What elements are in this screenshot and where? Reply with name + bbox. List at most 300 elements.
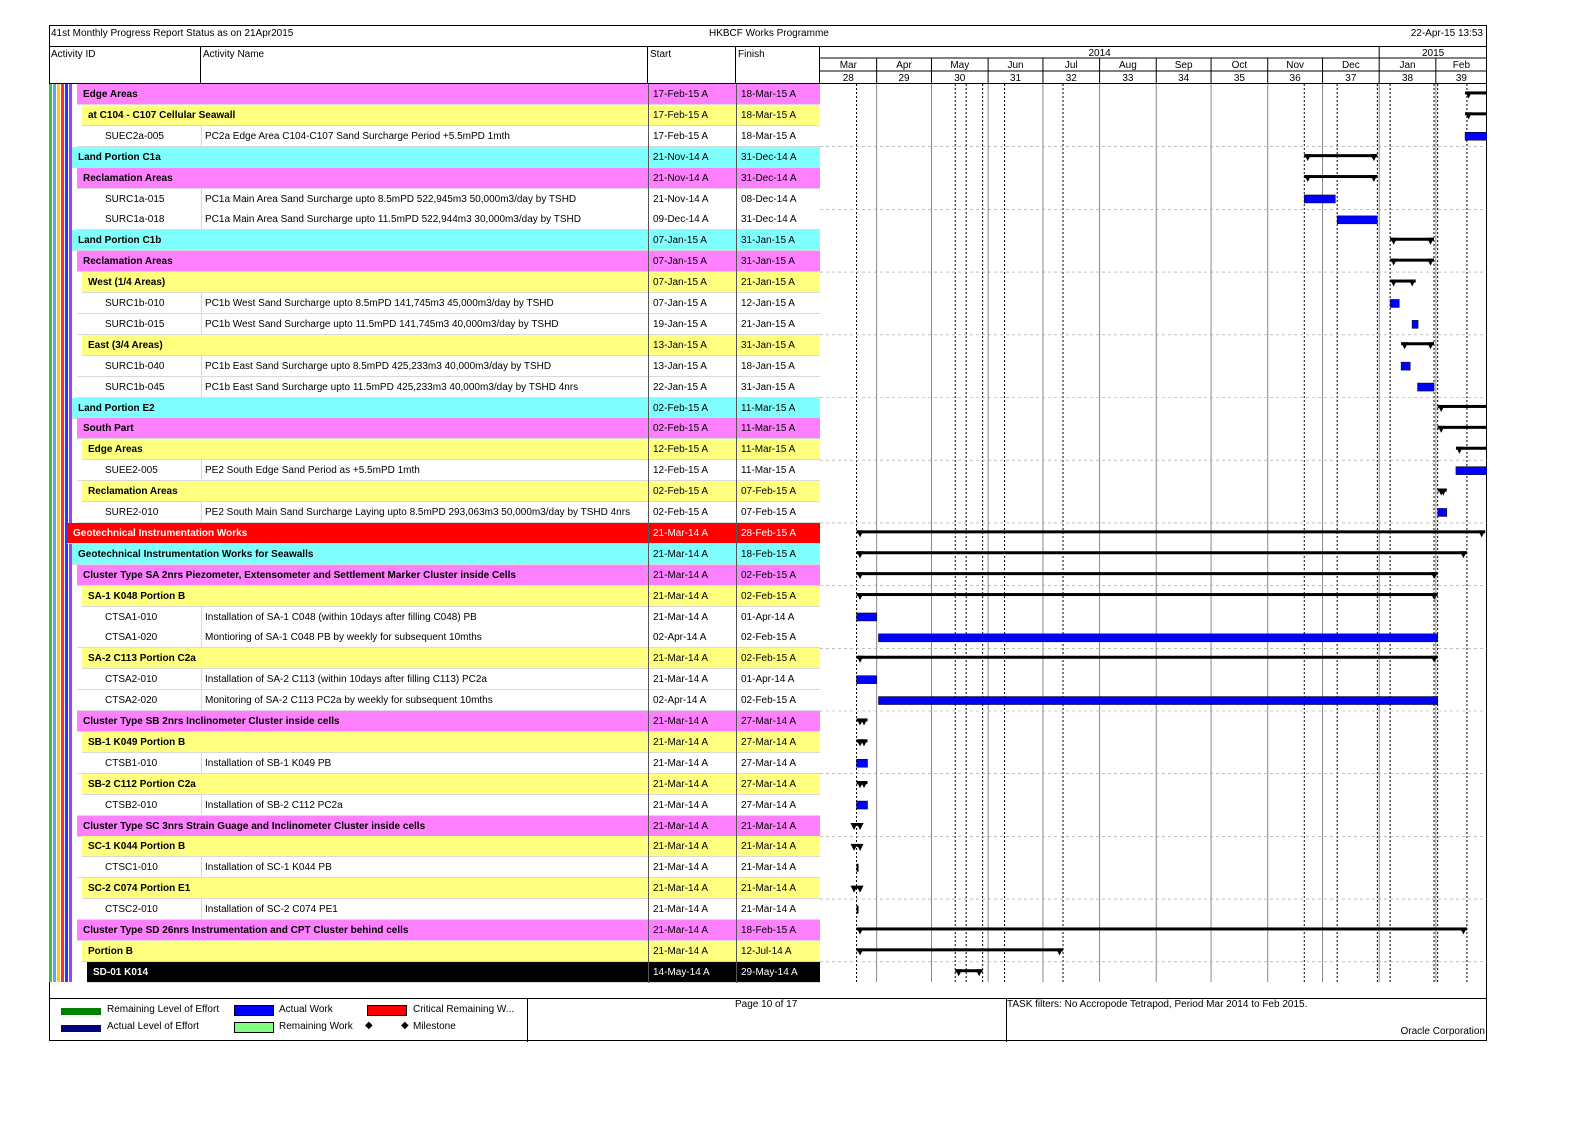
week-label: 34	[1178, 73, 1190, 84]
activity-id: SD-01 K014	[93, 966, 149, 978]
start-date: 21-Mar-14 A	[648, 816, 736, 837]
start-date: 21-Mar-14 A	[648, 836, 736, 857]
week-label: 33	[1122, 73, 1134, 84]
activity-id: SURC1b-010	[105, 298, 165, 309]
wbs-row[interactable]	[82, 941, 820, 962]
wbs-row[interactable]	[77, 816, 820, 837]
wbs-row[interactable]	[82, 836, 820, 857]
summary-end-cap	[1460, 927, 1467, 934]
activity-name: PC1a Main Area Sand Surcharge upto 8.5mPD 522,945m3 50,000m3/day by TSHD	[201, 189, 648, 210]
activity-id: South Part	[83, 423, 134, 435]
finish-date: 21-Mar-14 A	[736, 899, 820, 920]
finish-date: 27-Mar-14 A	[736, 753, 820, 774]
start-date: 02-Apr-14 A	[648, 627, 736, 648]
activity-id: East (3/4 Areas)	[88, 339, 163, 351]
year-label: 2015	[1421, 48, 1445, 59]
summary-start-cap	[1465, 112, 1472, 119]
finish-date: 21-Mar-14 A	[736, 816, 820, 837]
summary-bar[interactable]	[857, 656, 1438, 659]
activity-id: SA-1 K048 Portion B	[88, 590, 186, 602]
activity-name: PC1b West Sand Surcharge upto 8.5mPD 141,745m3 45,000m3/day by TSHD	[201, 293, 648, 314]
activity-id: CTSC1-010	[105, 862, 158, 874]
activity-row[interactable]	[77, 607, 820, 628]
wbs-row[interactable]	[67, 523, 820, 544]
start-date: 19-Jan-15 A	[648, 314, 736, 335]
summary-start-cap	[1304, 154, 1311, 161]
gantt-chart	[820, 84, 1487, 982]
summary-bar[interactable]	[857, 927, 1467, 930]
month-label: Nov	[1286, 60, 1305, 71]
actual-work-bar[interactable]	[1465, 132, 1487, 140]
start-date: 14-May-14 A	[648, 962, 736, 983]
activity-id: SUEE2-005	[105, 465, 158, 477]
report-timestamp: 22-Apr-15 13:53	[1410, 28, 1483, 39]
activity-name: Montioring of SA-1 C048 PB by weekly for subsequent 10mths	[201, 627, 648, 648]
month-label: Mar	[839, 60, 857, 71]
activity-id: Land Portion C1a	[78, 151, 161, 163]
finish-date: 27-Mar-14 A	[736, 711, 820, 732]
activity-name: PC1b West Sand Surcharge upto 11.5mPD 141,745m3 40,000m3/day by TSHD	[201, 314, 648, 335]
start-date: 22-Jan-15 A	[648, 377, 736, 398]
summary-bar[interactable]	[1304, 175, 1377, 178]
month-label: Oct	[1231, 60, 1248, 71]
summary-start-cap	[1456, 447, 1463, 454]
activity-id: Reclamation Areas	[88, 486, 178, 498]
summary-bar[interactable]	[1438, 426, 1487, 429]
week-label: 35	[1233, 73, 1245, 84]
finish-date: 21-Jan-15 A	[736, 314, 820, 335]
summary-bar[interactable]	[857, 572, 1438, 575]
legend-swatch-critical	[367, 1005, 407, 1016]
wbs-row[interactable]	[72, 398, 820, 419]
activity-id: CTSA2-020	[105, 695, 158, 707]
activity-id: CTSA1-020	[105, 632, 158, 644]
milestone-icon: ◆	[365, 1020, 373, 1031]
activity-id: SURC1b-015	[105, 318, 165, 330]
activity-name: Installation of SC-1 K044 PB	[201, 857, 648, 878]
activity-id: SC-1 K044 Portion B	[88, 841, 186, 853]
activity-name: Monitoring of SA-2 C113 PC2a by weekly for subsequent 10mths	[201, 690, 648, 711]
summary-bar[interactable]	[857, 530, 1486, 533]
start-date: 21-Mar-14 A	[648, 607, 736, 628]
start-date: 07-Jan-15 A	[648, 230, 736, 251]
task-filters: TASK filters: No Accropode Tetrapod, Period Mar 2014 to Feb 2015.	[1007, 999, 1308, 1010]
start-date: 02-Feb-15 A	[648, 418, 736, 439]
actual-work-bar[interactable]	[1456, 467, 1487, 475]
finish-date: 11-Mar-15 A	[736, 418, 820, 439]
start-date: 12-Feb-15 A	[648, 439, 736, 460]
activity-id: Cluster Type SB 2nrs Inclinometer Cluster inside cells	[83, 716, 340, 727]
finish-date: 27-Mar-14 A	[736, 732, 820, 753]
summary-bar[interactable]	[1304, 154, 1377, 157]
activity-row[interactable]	[77, 690, 820, 711]
activity-row[interactable]	[77, 356, 820, 377]
activity-row[interactable]	[77, 753, 820, 774]
activity-name: PC2a Edge Area C104-C107 Sand Surcharge Period +5.5mPD 1mth	[201, 126, 648, 147]
week-label: 37	[1345, 73, 1357, 84]
summary-end-cap	[1427, 342, 1434, 349]
finish-date: 18-Mar-15 A	[736, 126, 820, 147]
start-date: 02-Feb-15 A	[648, 502, 736, 523]
wbs-row[interactable]	[82, 481, 820, 502]
legend-label: Remaining Level of Effort	[107, 1004, 220, 1015]
milestone-mark[interactable]	[857, 864, 859, 872]
summary-start-cap	[1390, 238, 1397, 245]
start-date: 21-Nov-14 A	[648, 147, 736, 168]
finish-date: 12-Jul-14 A	[736, 941, 820, 962]
finish-date: 27-Mar-14 A	[736, 795, 820, 816]
finish-date: 18-Jan-15 A	[736, 356, 820, 377]
actual-work-bar[interactable]	[1390, 299, 1399, 307]
start-date: 17-Feb-15 A	[648, 126, 736, 147]
actual-work-bar[interactable]	[1337, 216, 1377, 224]
week-label: 38	[1401, 73, 1414, 84]
activity-id: SC-2 C074 Portion E1	[88, 883, 191, 895]
finish-date: 31-Jan-15 A	[736, 377, 820, 398]
start-date: 17-Feb-15 A	[648, 84, 736, 105]
activity-row[interactable]	[77, 857, 820, 878]
summary-start-cap	[1304, 175, 1311, 182]
legend-swatch-actual-loe	[61, 1025, 101, 1032]
month-label: Dec	[1341, 60, 1360, 71]
start-date: 02-Feb-15 A	[648, 481, 736, 502]
wbs-row[interactable]	[82, 272, 820, 293]
start-date: 21-Mar-14 A	[648, 941, 736, 962]
activity-id: SURC1a-015	[105, 193, 165, 205]
start-date: 21-Mar-14 A	[648, 732, 736, 753]
start-date: 21-Mar-14 A	[648, 857, 736, 878]
wbs-row[interactable]	[77, 84, 820, 105]
finish-date: 31-Dec-14 A	[736, 147, 820, 168]
company-name: Oracle Corporation	[1400, 1026, 1485, 1037]
start-date: 02-Feb-15 A	[648, 398, 736, 419]
finish-date: 29-May-14 A	[736, 962, 820, 983]
finish-date: 18-Mar-15 A	[736, 105, 820, 126]
activity-row[interactable]	[77, 627, 820, 648]
activity-id: CTSA1-010	[105, 611, 158, 623]
finish-date: 07-Feb-15 A	[736, 502, 820, 523]
start-date: 07-Jan-15 A	[648, 272, 736, 293]
legend	[49, 998, 1487, 1041]
activity-id: SB-1 K049 Portion B	[88, 736, 186, 748]
wbs-row[interactable]	[77, 168, 820, 189]
activity-row[interactable]	[77, 460, 820, 481]
month-label: Jan	[1399, 60, 1416, 71]
wbs-row[interactable]	[82, 774, 820, 795]
summary-start-cap	[955, 969, 962, 976]
start-date: 21-Mar-14 A	[648, 774, 736, 795]
programme-title: HKBCF Works Programme	[709, 28, 829, 39]
summary-start-cap	[1390, 259, 1397, 266]
finish-date: 21-Jan-15 A	[736, 272, 820, 293]
summary-start-cap	[1401, 342, 1408, 349]
activity-id: CTSC2-010	[105, 904, 158, 916]
activity-id: SURE2-010	[105, 507, 159, 518]
legend-label: Critical Remaining W...	[413, 1004, 515, 1015]
activity-id: CTSB2-010	[105, 799, 158, 811]
week-label: 32	[1065, 73, 1077, 84]
activity-name: Installation of SB-2 C112 PC2a	[201, 795, 648, 816]
finish-date: 01-Apr-14 A	[736, 669, 820, 690]
summary-start-cap	[857, 823, 864, 830]
activity-row[interactable]	[77, 502, 820, 523]
wbs-row[interactable]	[77, 251, 820, 272]
activity-id: Land Portion E2	[78, 402, 155, 414]
wbs-row[interactable]	[82, 105, 820, 126]
finish-date: 31-Dec-14 A	[736, 168, 820, 189]
activity-row[interactable]	[77, 669, 820, 690]
start-date: 12-Feb-15 A	[648, 460, 736, 481]
summary-start-cap	[857, 530, 864, 537]
summary-bar[interactable]	[857, 593, 1438, 596]
finish-date: 02-Feb-15 A	[736, 648, 820, 669]
actual-work-bar[interactable]	[857, 759, 868, 767]
activity-id: Cluster Type SC 3nrs Strain Guage and Inclinometer Cluster inside cells	[83, 820, 426, 832]
activity-id: SB-2 C112 Portion C2a	[88, 778, 196, 790]
wbs-row[interactable]	[77, 920, 820, 941]
activity-name: PE2 South Main Sand Surcharge Laying upto 8.5mPD 293,063m3 50,000m3/day by TSHD 4nrs	[201, 502, 648, 523]
summary-bar[interactable]	[1438, 405, 1487, 408]
col-activity-name[interactable]: Activity Name	[201, 47, 648, 84]
timeline-header	[820, 47, 1487, 84]
start-date: 21-Mar-14 A	[648, 648, 736, 669]
summary-end-cap	[1431, 656, 1438, 663]
activity-id: CTSA2-010	[105, 674, 158, 686]
summary-end-cap	[976, 969, 983, 976]
summary-start-cap	[857, 551, 864, 558]
activity-row[interactable]	[77, 293, 820, 314]
start-date: 02-Apr-14 A	[648, 690, 736, 711]
wbs-row[interactable]	[77, 418, 820, 439]
legend-swatch-remaining-work	[234, 1022, 274, 1033]
wbs-row[interactable]	[87, 962, 820, 983]
activity-id: SURC1a-018	[105, 214, 165, 226]
month-label: Feb	[1452, 60, 1471, 71]
activity-id: SURC1b-040	[105, 360, 165, 372]
wbs-row[interactable]	[82, 586, 820, 607]
start-date: 13-Jan-15 A	[648, 356, 736, 377]
page-number: Page 10 of 17	[735, 999, 798, 1010]
col-finish[interactable]: Finish	[736, 47, 820, 84]
activity-row[interactable]	[77, 377, 820, 398]
finish-date: 11-Mar-15 A	[736, 439, 820, 460]
legend-label: Actual Level of Effort	[107, 1021, 200, 1032]
finish-date: 18-Feb-15 A	[736, 544, 820, 565]
activity-row[interactable]	[77, 209, 820, 230]
activity-id: Geotechnical Instrumentation Works for Seawalls	[78, 548, 314, 560]
finish-date: 08-Dec-14 A	[736, 189, 820, 210]
summary-start-cap	[857, 572, 864, 579]
start-date: 07-Jan-15 A	[648, 293, 736, 314]
summary-end-cap	[1056, 948, 1063, 955]
activity-row[interactable]	[77, 899, 820, 920]
col-start[interactable]: Start	[648, 47, 736, 84]
finish-date: 21-Mar-14 A	[736, 836, 820, 857]
actual-work-bar[interactable]	[857, 801, 868, 809]
activity-name: Installation of SB-1 K049 PB	[201, 753, 648, 774]
start-date: 21-Mar-14 A	[648, 523, 736, 544]
activity-id: CTSB1-010	[105, 757, 158, 769]
milestone-mark[interactable]	[857, 906, 859, 914]
finish-date: 01-Apr-14 A	[736, 607, 820, 628]
legend-swatch-actual-work	[234, 1005, 274, 1016]
actual-work-bar[interactable]	[1412, 320, 1418, 328]
stripe	[57, 84, 60, 982]
start-date: 21-Nov-14 A	[648, 189, 736, 210]
activity-row[interactable]	[77, 126, 820, 147]
activity-row[interactable]	[77, 314, 820, 335]
actual-work-bar[interactable]	[1438, 508, 1447, 516]
stripe	[53, 84, 56, 982]
start-date: 07-Jan-15 A	[648, 251, 736, 272]
activity-name: PC1b East Sand Surcharge upto 11.5mPD 425,233m3 40,000m3/day by TSHD 4nrs	[201, 377, 648, 398]
finish-date: 18-Mar-15 A	[736, 84, 820, 105]
summary-bar[interactable]	[857, 948, 1063, 951]
finish-date: 31-Jan-15 A	[736, 251, 820, 272]
week-label: 29	[898, 73, 910, 84]
month-label: Jul	[1064, 60, 1078, 71]
wbs-row[interactable]	[82, 878, 820, 899]
activity-row[interactable]	[77, 189, 820, 210]
activity-id: Reclamation Areas	[83, 256, 173, 268]
activity-id: Edge Areas	[83, 89, 138, 100]
legend-label: Remaining Work	[279, 1021, 353, 1032]
summary-start-cap	[1390, 280, 1397, 287]
finish-date: 02-Feb-15 A	[736, 565, 820, 586]
month-label: Jun	[1007, 60, 1024, 71]
activity-id: SA-2 C113 Portion C2a	[88, 653, 196, 665]
week-label: 30	[954, 73, 966, 84]
week-label: 36	[1289, 73, 1301, 84]
summary-start-cap	[1438, 426, 1445, 433]
report-header	[49, 25, 1487, 47]
actual-work-bar[interactable]	[878, 697, 1437, 705]
col-activity-id[interactable]: Activity ID	[49, 47, 201, 84]
summary-end-cap	[1427, 238, 1434, 245]
finish-date: 07-Feb-15 A	[736, 481, 820, 502]
month-label: Apr	[896, 60, 912, 71]
finish-date: 12-Jan-15 A	[736, 293, 820, 314]
wbs-row[interactable]	[77, 711, 820, 732]
activity-id: Reclamation Areas	[83, 172, 173, 184]
finish-date: 02-Feb-15 A	[736, 627, 820, 648]
activity-name: PC1a Main Area Sand Surcharge upto 11.5mPD 522,944m3 30,000m3/day by TSHD	[201, 209, 648, 230]
activity-id: Land Portion C1b	[78, 235, 162, 247]
month-label: Sep	[1174, 60, 1193, 71]
start-date: 21-Mar-14 A	[648, 753, 736, 774]
summary-start-cap	[857, 927, 864, 934]
finish-date: 27-Mar-14 A	[736, 774, 820, 795]
actual-work-bar[interactable]	[1304, 195, 1335, 203]
legend-label: Milestone	[413, 1021, 456, 1032]
summary-end-cap	[1478, 530, 1485, 537]
wbs-row[interactable]	[82, 439, 820, 460]
summary-bar[interactable]	[857, 551, 1467, 554]
finish-date: 28-Feb-15 A	[736, 523, 820, 544]
week-label: 39	[1455, 73, 1467, 84]
summary-start-cap	[857, 886, 864, 893]
legend-swatch-remaining-loe	[61, 1008, 101, 1015]
gantt-area	[820, 84, 1487, 982]
start-date: 13-Jan-15 A	[648, 335, 736, 356]
summary-end-cap	[1431, 593, 1438, 600]
milestone-icon: ◆	[401, 1020, 409, 1031]
activity-id: West (1/4 Areas)	[88, 277, 166, 289]
actual-work-bar[interactable]	[857, 613, 877, 621]
start-date: 21-Mar-14 A	[648, 586, 736, 607]
wbs-row[interactable]	[82, 732, 820, 753]
report-title: 41st Monthly Progress Report Status as on 21Apr2015	[51, 28, 294, 39]
activity-id: SURC1b-045	[105, 381, 165, 393]
actual-work-bar[interactable]	[1418, 383, 1434, 391]
start-date: 21-Mar-14 A	[648, 565, 736, 586]
summary-start-cap	[1465, 91, 1472, 98]
week-label: 28	[842, 73, 854, 84]
activity-name: Installation of SC-2 C074 PE1	[201, 899, 648, 920]
actual-work-bar[interactable]	[878, 634, 1437, 642]
activity-name: PE2 South Edge Sand Period as +5.5mPD 1mth	[201, 460, 648, 481]
month-label: Aug	[1119, 60, 1137, 71]
finish-date: 11-Mar-15 A	[736, 398, 820, 419]
wbs-row[interactable]	[72, 544, 820, 565]
summary-end-cap	[1431, 572, 1438, 579]
finish-date: 02-Feb-15 A	[736, 586, 820, 607]
finish-date: 02-Feb-15 A	[736, 690, 820, 711]
finish-date: 31-Jan-15 A	[736, 335, 820, 356]
activity-id: Portion B	[88, 945, 133, 957]
wbs-row[interactable]	[72, 147, 820, 168]
summary-start-cap	[1438, 405, 1445, 412]
wbs-row[interactable]	[72, 230, 820, 251]
start-date: 21-Mar-14 A	[648, 711, 736, 732]
activity-id: Edge Areas	[88, 444, 143, 456]
start-date: 09-Dec-14 A	[648, 209, 736, 230]
finish-date: 11-Mar-15 A	[736, 460, 820, 481]
activity-id: Cluster Type SA 2nrs Piezometer, Extensometer and Settlement Marker Cluster inside Cells	[83, 569, 516, 581]
summary-end-cap	[1370, 154, 1377, 161]
activity-name: PC1b East Sand Surcharge upto 8.5mPD 425,233m3 40,000m3/day by TSHD	[201, 356, 648, 377]
summary-start-cap	[857, 844, 864, 851]
wbs-row[interactable]	[82, 648, 820, 669]
activity-id: Cluster Type SD 26nrs Instrumentation and CPT Cluster behind cells	[83, 925, 409, 936]
finish-date: 21-Mar-14 A	[736, 857, 820, 878]
actual-work-bar[interactable]	[1401, 362, 1410, 370]
actual-work-bar[interactable]	[857, 676, 877, 684]
wbs-row[interactable]	[77, 565, 820, 586]
activity-row[interactable]	[77, 795, 820, 816]
summary-start-cap	[857, 593, 864, 600]
summary-end-cap	[1460, 551, 1467, 558]
start-date: 21-Mar-14 A	[648, 899, 736, 920]
activity-name: Installation of SA-2 C113 (within 10days after filling C113) PC2a	[201, 669, 648, 690]
stripe	[49, 84, 52, 982]
month-label: May	[950, 60, 970, 71]
week-label: 31	[1009, 73, 1022, 84]
start-date: 21-Mar-14 A	[648, 544, 736, 565]
activity-id: at C104 - C107 Cellular Seawall	[88, 109, 236, 121]
start-date: 21-Mar-14 A	[648, 920, 736, 941]
start-date: 17-Feb-15 A	[648, 105, 736, 126]
finish-date: 31-Dec-14 A	[736, 209, 820, 230]
finish-date: 18-Feb-15 A	[736, 920, 820, 941]
summary-end-cap	[1409, 280, 1416, 287]
stripe	[61, 84, 64, 982]
activity-id: SUEC2a-005	[105, 130, 164, 142]
summary-end-cap	[1370, 175, 1377, 182]
start-date: 21-Nov-14 A	[648, 168, 736, 189]
summary-start-cap	[857, 948, 864, 955]
wbs-row[interactable]	[82, 335, 820, 356]
